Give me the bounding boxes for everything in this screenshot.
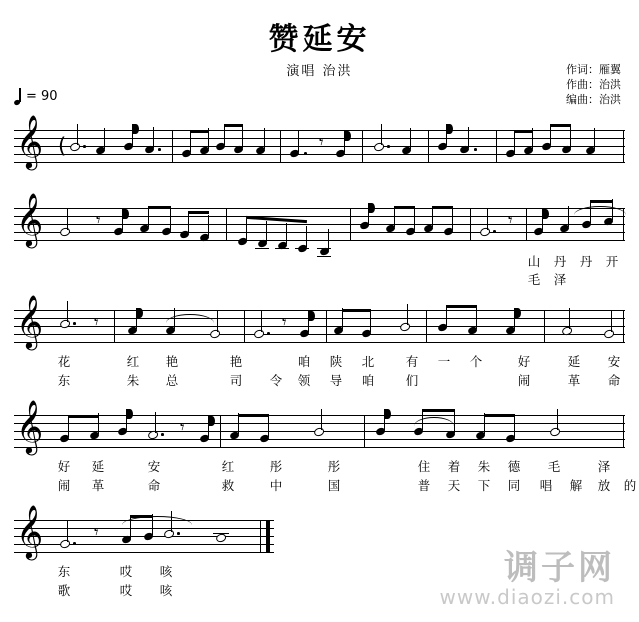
note-flag <box>345 131 351 141</box>
watermark-site-name: 调子网 <box>504 548 615 588</box>
lyric-syllable: 花 <box>57 354 71 369</box>
lyric-syllable: 咱 <box>361 373 375 388</box>
barline <box>470 208 471 241</box>
beam <box>432 206 453 209</box>
credit-lyricist: 作词：雁翼 <box>566 63 621 76</box>
performer-line: 演唱 治洪 <box>286 64 353 79</box>
barline <box>280 130 281 163</box>
lyric-syllable: 着 <box>447 459 461 474</box>
note-stem <box>298 131 299 152</box>
tempo-value: = 90 <box>26 88 58 104</box>
lyric-syllable: 的 <box>623 478 637 493</box>
augmentation-dot <box>73 542 76 545</box>
rest: 𝄾 <box>319 133 324 153</box>
lyric-syllable: 东 <box>57 373 71 388</box>
beam <box>68 415 99 418</box>
lyric-syllable: 命 <box>607 373 621 388</box>
ledger-line <box>213 533 229 534</box>
tempo-marking <box>14 88 58 104</box>
lyric-syllable: 哎 <box>119 583 133 598</box>
lyric-syllable: 国 <box>327 478 341 493</box>
lyric-syllable: 们 <box>405 373 419 388</box>
note-stem <box>77 124 78 145</box>
barline <box>220 415 221 448</box>
note-stem <box>414 209 415 230</box>
final-barline <box>266 520 270 553</box>
note-stem <box>407 304 408 325</box>
note-stem <box>68 416 69 437</box>
rest: 𝄾 <box>282 313 287 333</box>
note-flag <box>123 209 129 219</box>
rest: 𝄾 <box>180 418 185 438</box>
credit-arranger: 编曲：治洪 <box>566 93 621 106</box>
note-flag <box>543 209 549 219</box>
augmentation-dot <box>73 322 76 325</box>
note-stem <box>570 127 571 148</box>
note-stem <box>611 311 612 332</box>
note-flag <box>369 203 375 213</box>
staff-lines <box>14 310 625 342</box>
beam <box>422 409 455 412</box>
lyric-syllable: 好 <box>517 354 531 369</box>
note-stem <box>286 223 287 244</box>
treble-clef-icon: 𝄞 <box>16 294 44 348</box>
note-stem <box>454 412 455 433</box>
ledger-line <box>255 248 269 249</box>
treble-clef-icon: 𝄞 <box>16 504 44 558</box>
note-stem <box>569 308 570 329</box>
note-stem <box>422 409 423 430</box>
watermark-site-url: www.diaozi.com <box>439 585 615 609</box>
note-stem <box>468 127 469 148</box>
lyric-syllable: 司 <box>229 373 243 388</box>
augmentation-dot <box>267 332 270 335</box>
note-flag <box>385 409 391 419</box>
note-stem <box>590 202 591 223</box>
barline <box>172 130 173 163</box>
lyric-syllable: 好 <box>57 459 71 474</box>
lyric-syllable: 陕 <box>329 354 343 369</box>
note-flag <box>209 416 215 426</box>
barline <box>350 208 351 241</box>
beam <box>590 200 613 203</box>
augmentation-dot <box>161 433 164 436</box>
staff-system-3 <box>14 294 625 354</box>
lyrics-row-verse2 <box>14 476 637 493</box>
lyric-syllable: 天 <box>447 478 461 493</box>
treble-clef-icon: 𝄞 <box>16 114 44 168</box>
note-stem <box>328 229 329 250</box>
lyric-syllable: 令 <box>269 373 283 388</box>
lyrics-row-verse2 <box>14 270 625 286</box>
beam <box>188 211 209 214</box>
staff-system-1 <box>14 114 625 174</box>
note-flag <box>137 308 143 318</box>
note-stem <box>514 131 515 152</box>
note-stem <box>452 209 453 230</box>
lyric-syllable: 北 <box>361 354 375 369</box>
augmentation-dot <box>387 145 390 148</box>
lyric-syllable: 导 <box>329 373 343 388</box>
note-flag <box>515 308 521 318</box>
barline <box>623 130 624 163</box>
lyrics-row-verse2 <box>14 371 625 387</box>
lyric-syllable: 领 <box>297 373 311 388</box>
note-stem <box>381 124 382 145</box>
augmentation-dot <box>493 230 496 233</box>
note-stem <box>104 128 105 149</box>
lyric-syllable: 山 <box>527 254 541 269</box>
lyric-syllable: 艳 <box>165 354 179 369</box>
lyric-syllable: 有 <box>405 354 419 369</box>
note-stem <box>394 206 395 227</box>
lyric-syllable: 个 <box>469 354 483 369</box>
augmentation-dot <box>158 148 161 151</box>
note-flag <box>309 311 315 321</box>
lyric-syllable: 咳 <box>159 564 173 579</box>
note-stem <box>188 212 189 233</box>
lyric-syllable: 唱 <box>539 478 553 493</box>
note-stem <box>266 221 267 242</box>
note-stem <box>594 128 595 149</box>
beam <box>342 309 371 312</box>
lyric-syllable: 东 <box>57 564 71 579</box>
note-stem <box>514 416 515 437</box>
lyric-syllable: 普 <box>417 478 431 493</box>
lyric-syllable: 歌 <box>57 583 71 598</box>
rest: 𝄾 <box>94 313 99 333</box>
note-stem <box>446 305 447 326</box>
note-stem <box>550 124 551 145</box>
barline <box>326 310 327 343</box>
staff-system-4 <box>14 399 625 459</box>
lyrics-row-verse1 <box>14 457 625 473</box>
note-stem <box>217 311 218 332</box>
lyric-syllable: 下 <box>477 478 491 493</box>
lyric-syllable: 红 <box>126 354 140 369</box>
note-stem <box>67 301 68 322</box>
lyric-syllable: 革 <box>91 478 105 493</box>
barline <box>114 310 115 343</box>
lyric-syllable: 命 <box>147 478 161 493</box>
lyric-syllable: 救 <box>221 478 235 493</box>
beam <box>238 414 269 417</box>
lyric-syllable: 毛 <box>527 272 541 287</box>
barline <box>544 310 545 343</box>
lyrics-row-verse1 <box>14 352 625 368</box>
ledger-line <box>295 248 309 249</box>
barline <box>623 208 624 241</box>
treble-clef-icon: 𝄞 <box>16 399 44 453</box>
note-stem <box>67 521 68 542</box>
barline <box>244 310 245 343</box>
lyric-syllable: 安 <box>607 354 621 369</box>
barline <box>428 130 429 163</box>
treble-clef-icon: 𝄞 <box>16 192 44 246</box>
lyric-syllable: 朱 <box>126 373 140 388</box>
lyric-syllable: 放 <box>597 478 611 493</box>
augmentation-dot <box>83 145 86 148</box>
rest: 𝄾 <box>96 211 101 231</box>
note-stem <box>410 128 411 149</box>
lyric-syllable: 哎 <box>119 564 133 579</box>
page-title: 赞延安 <box>268 22 371 57</box>
note-stem <box>242 127 243 148</box>
barline <box>526 208 527 241</box>
note-stem <box>190 131 191 152</box>
beam <box>446 305 477 308</box>
note-stem <box>208 215 209 236</box>
note-stem <box>171 511 172 532</box>
lyric-syllable: 一 <box>437 354 451 369</box>
parenthesis: ( <box>58 134 67 158</box>
note-stem <box>264 128 265 149</box>
lyric-syllable: 开 <box>605 254 619 269</box>
beam <box>130 515 153 518</box>
beam <box>190 130 209 133</box>
note-stem <box>148 206 149 227</box>
note-stem <box>153 127 154 148</box>
staff-lines <box>14 208 625 240</box>
lyric-syllable: 丹 <box>579 254 593 269</box>
barline <box>364 415 365 448</box>
barline <box>426 310 427 343</box>
beam <box>484 414 515 417</box>
note-stem <box>557 409 558 430</box>
lyric-syllable: 解 <box>569 478 583 493</box>
note-stem <box>130 517 131 538</box>
barline <box>362 130 363 163</box>
note-stem <box>476 308 477 329</box>
lyric-syllable: 延 <box>567 354 581 369</box>
beam <box>394 206 415 209</box>
barline <box>623 310 624 343</box>
lyric-syllable: 安 <box>147 459 161 474</box>
beam <box>514 130 533 133</box>
lyric-syllable: 住 <box>417 459 431 474</box>
barline <box>496 130 497 163</box>
note-stem <box>306 226 307 247</box>
beam <box>148 206 171 209</box>
lyric-syllable: 泽 <box>597 459 611 474</box>
quarter-note-icon <box>14 88 22 104</box>
note-stem <box>170 209 171 230</box>
lyric-syllable: 丹 <box>553 254 567 269</box>
staff-system-5 <box>14 504 274 564</box>
barline <box>623 415 624 448</box>
note-stem <box>568 206 569 227</box>
lyric-syllable: 毛 <box>547 459 561 474</box>
note-stem <box>487 209 488 230</box>
lyric-syllable: 总 <box>165 373 179 388</box>
lyric-syllable: 延 <box>91 459 105 474</box>
note-stem <box>246 219 247 240</box>
beam <box>550 124 571 127</box>
note-stem <box>370 311 371 332</box>
lyric-syllable: 红 <box>221 459 235 474</box>
credits-block <box>566 62 621 107</box>
rest: 𝄾 <box>508 211 513 231</box>
lyric-syllable: 德 <box>507 459 521 474</box>
lyric-syllable: 革 <box>567 373 581 388</box>
note-stem <box>174 308 175 329</box>
lyric-syllable: 艳 <box>229 354 243 369</box>
lyrics-row-verse1 <box>14 252 625 268</box>
lyric-syllable: 泽 <box>553 272 567 287</box>
beam <box>224 124 243 127</box>
lyric-syllable: 彤 <box>269 459 283 474</box>
note-stem <box>67 209 68 230</box>
note-stem <box>268 416 269 437</box>
note-stem <box>155 412 156 433</box>
credit-composer: 作曲：治洪 <box>566 78 621 91</box>
augmentation-dot <box>177 532 180 535</box>
lyric-syllable: 咱 <box>297 354 311 369</box>
lyric-syllable: 朱 <box>477 459 491 474</box>
note-flag <box>447 124 453 134</box>
augmentation-dot <box>474 148 477 151</box>
lyric-syllable: 闹 <box>57 478 71 493</box>
barline <box>226 208 227 241</box>
staff-system-2 <box>14 192 625 252</box>
rest: 𝄾 <box>94 523 99 543</box>
note-flag <box>127 409 133 419</box>
note-stem <box>432 206 433 227</box>
barline <box>260 520 261 553</box>
note-stem <box>224 124 225 145</box>
note-stem <box>261 311 262 332</box>
lyric-syllable: 中 <box>269 478 283 493</box>
note-stem <box>321 409 322 430</box>
note-flag <box>133 124 139 134</box>
lyric-syllable: 咳 <box>159 583 173 598</box>
ledger-line <box>275 248 289 249</box>
lyric-syllable: 闹 <box>517 373 531 388</box>
lyric-syllable: 同 <box>507 478 521 493</box>
augmentation-dot <box>304 152 307 155</box>
lyric-syllable: 彤 <box>327 459 341 474</box>
